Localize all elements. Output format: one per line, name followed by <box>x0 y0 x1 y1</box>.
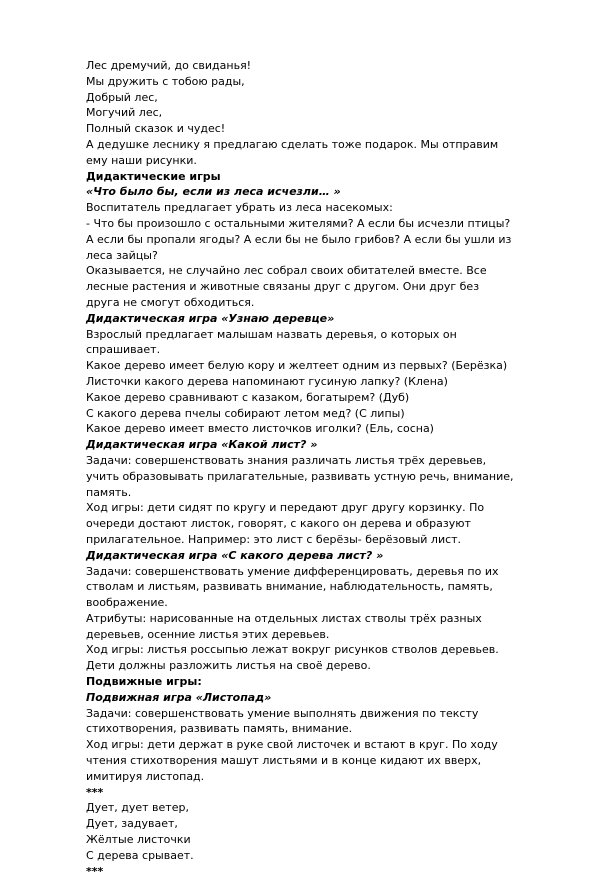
text-line: Мы дружить с тобою рады, <box>86 74 245 88</box>
text-line: Атрибуты: нарисованные на отдельных листах стволы трёх разных <box>86 611 482 625</box>
heading-line: Подвижные игры: <box>86 675 202 689</box>
heading-line: *** <box>86 864 104 878</box>
text-line: деревьев, осенние листья этих деревьев. <box>86 627 330 641</box>
text-line: Задачи: совершенствовать умение выполнять движения по тексту <box>86 706 479 720</box>
text-line: лесные растения и животные связаны друг с другом. Они друг без <box>86 280 480 294</box>
text-line: С какого дерева пчелы собирают летом мед? (С липы) <box>86 406 405 420</box>
text-line: прилагательное. Например: это лист с берёзы- берёзовый лист. <box>86 532 462 546</box>
text-line: Дует, задувает, <box>86 817 178 831</box>
text-line: Полный сказок и чудес! <box>86 122 226 136</box>
text-line: Ход игры: дети держат в руке свой листочек и встают в круг. По ходу <box>86 738 498 752</box>
text-line: друга не смогут обходиться. <box>86 295 255 309</box>
text-line: чтения стихотворения машут листьями и в конце кидают их вверх, <box>86 754 482 768</box>
text-line: А дедушке леснику я предлагаю сделать тоже подарок. Мы отправим <box>86 137 499 151</box>
text-line: Какое дерево имеет вместо листочков иголки? (Ель, сосна) <box>86 422 434 436</box>
text-line: Дети должны разложить листья на своё дерево. <box>86 659 371 673</box>
text-line: Ход игры: дети сидят по кругу и передают друг другу корзинку. По <box>86 501 485 515</box>
text-line: Задачи: совершенствовать умение дифференцировать, деревья по их <box>86 564 499 578</box>
heading-line: Дидактическая игра «Узнаю деревце» <box>86 311 335 325</box>
text-line: Жёлтые листочки <box>86 833 191 847</box>
text-line: Ход игры: листья россыпью лежат вокруг рисунков стволов деревьев. <box>86 643 499 657</box>
heading-line: Дидактическая игра «С какого дерева лист? » <box>86 548 384 562</box>
heading-line: Дидактические игры <box>86 169 221 183</box>
text-line: ему наши рисунки. <box>86 153 197 167</box>
heading-line: «Что было бы, если из леса исчезли… » <box>86 185 341 199</box>
heading-line: Подвижная игра «Листопад» <box>86 690 272 704</box>
text-line: Оказывается, не случайно лес собрал своих обитателей вместе. Все <box>86 264 487 278</box>
text-line: С дерева срывает. <box>86 848 194 862</box>
text-line: - Что бы произошло с остальными жителями? А если бы исчезли птицы? <box>86 216 511 230</box>
text-line: учить образовывать прилагательные, развивать устную речь, внимание, <box>86 469 514 483</box>
text-line: память. <box>86 485 132 499</box>
document-page <box>86 58 556 879</box>
text-line: А если бы пропали ягоды? А если бы не было грибов? А если бы ушли из <box>86 232 512 246</box>
text-line: Добрый лес, <box>86 90 158 104</box>
text-line: Листочки какого дерева напоминают гусиную лапку? (Клена) <box>86 374 448 388</box>
text-line: Дует, дует ветер, <box>86 801 189 815</box>
text-line: стволам и листьям, развивать внимание, наблюдательность, память, <box>86 580 493 594</box>
text-line: очереди достают листок, говорят, с какого он дерева и образуют <box>86 517 471 531</box>
text-line: Взрослый предлагает малышам назвать деревья, о которых он <box>86 327 457 341</box>
text-line: леса зайцы? <box>86 248 158 262</box>
text-line: имитируя листопад. <box>86 769 205 783</box>
heading-line: Дидактическая игра «Какой лист? » <box>86 438 318 452</box>
text-line: Воспитатель предлагает убрать из леса насекомых: <box>86 201 393 215</box>
text-line: Какое дерево имеет белую кору и желтеет одним из первых? (Берёзка) <box>86 359 508 373</box>
text-line: спрашивает. <box>86 343 161 357</box>
heading-line: *** <box>86 785 104 799</box>
text-line: стихотворения, развивать память, внимание. <box>86 722 353 736</box>
text-line: Могучий лес, <box>86 106 163 120</box>
text-line: Задачи: совершенствовать знания различать листья трёх деревьев, <box>86 453 487 467</box>
text-line: Какое дерево сравнивают с казаком, богатырем? (Дуб) <box>86 390 410 404</box>
text-line: Лес дремучий, до свиданья! <box>86 59 252 72</box>
text-line: воображение. <box>86 596 168 610</box>
